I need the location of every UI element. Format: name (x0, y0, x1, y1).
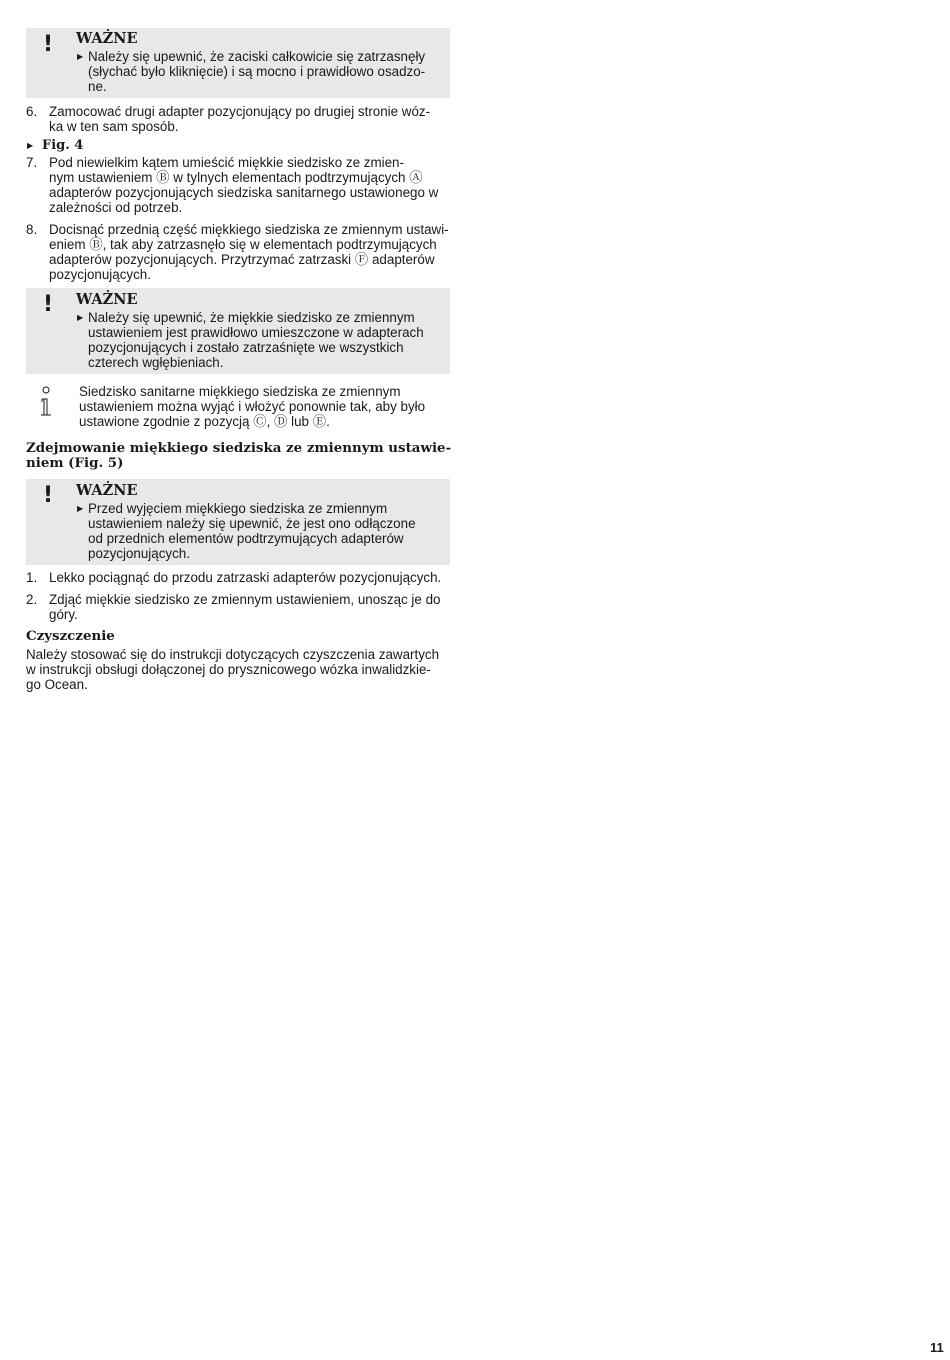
exclamation-icon: ! (42, 292, 54, 317)
note-title: WAŻNE (76, 291, 138, 308)
step-number: 8. (26, 222, 38, 237)
figure-reference: ▶ Fig. 4 (27, 138, 84, 153)
step-number: 2. (26, 592, 38, 607)
bullet-triangle-icon: ▶ (77, 504, 84, 513)
note-bullet: ▶ Należy się upewnić, że zaciski całkowicie się zatrzasnęły (słychać było kliknięcie) i są mocno i prawidłowo osadzo- ne. (77, 49, 426, 94)
removal-step-2: 2. Zdjąć miękkie siedzisko ze zmiennym ustawieniem, unosząc je do góry. (26, 592, 441, 622)
exclamation-icon: ! (42, 483, 54, 508)
removal-step-1: 1. Lekko pociągnąć do przodu zatrzaski adapterów pozycjonujących. (26, 570, 442, 585)
bullet-triangle-icon: ▶ (77, 52, 84, 61)
step-6: 6. Zamocować drugi adapter pozycjonujący po drugiej stronie wóz- ka w ten sam sposób. (26, 104, 431, 134)
info-note: Siedzisko sanitarne miękkiego siedziska ze zmiennym ustawieniem można wyjąć i włożyć ponownie tak, aby było ustawione zgodnie z pozycją Ⓒ, Ⓓ lub Ⓔ. (26, 384, 450, 429)
bullet-triangle-icon: ▶ (77, 313, 84, 322)
step-7: 7. Pod niewielkim kątem umieścić miękkie siedzisko ze zmien- nym ustawieniem Ⓑ w tylnych elementach podtrzymujących Ⓐ adapterów pozycjonujących siedziska sanitarnego ustawionego w zależności od potrzeb. (26, 155, 439, 215)
note-title: WAŻNE (76, 482, 138, 499)
note-title: WAŻNE (76, 30, 138, 47)
cleaning-heading: Czyszczenie (26, 628, 115, 644)
info-icon (38, 386, 54, 418)
arrow-triangle-icon: ▶ (27, 140, 34, 150)
note-bullet: ▶ Należy się upewnić, że miękkie siedzisko ze zmiennym ustawieniem jest prawidłowo umieszczone w adapterach pozycjonujących i zostało zatrzaśnięte we wszystkich czterech wgłębieniach. (77, 310, 424, 370)
important-note-seat-placement (26, 288, 450, 374)
exclamation-icon: ! (42, 32, 54, 57)
step-number: 1. (26, 570, 38, 585)
step-number: 7. (26, 155, 38, 170)
important-note-removal (26, 479, 450, 565)
step-8: 8. Docisnąć przednią część miękkiego siedziska ze zmiennym ustawi- eniem Ⓑ, tak aby zatrzasnęło się w elementach podtrzymujących adapterów pozycjonujących. Przytrzymać zatrzaski Ⓕ adapterów pozycjonujących. (26, 222, 449, 282)
section-heading: Zdejmowanie miękkiego siedziska ze zmiennym ustawie- niem (Fig. 5) (26, 440, 452, 471)
cleaning-paragraph: Należy stosować się do instrukcji dotyczących czyszczenia zawartych w instrukcji obsługi dołączonej do prysznicowego wózka inwalidzkie- go Ocean. (26, 647, 440, 692)
important-note-clips (26, 28, 450, 98)
page-number: 11 (930, 1340, 944, 1355)
note-bullet: ▶ Przed wyjęciem miękkiego siedziska ze zmiennym ustawieniem należy się upewnić, że jest ono odłączone od przednich elementów podtrzymujących adapterów pozycjonujących. (77, 501, 416, 561)
content-column (26, 28, 450, 692)
step-number: 6. (26, 104, 38, 119)
